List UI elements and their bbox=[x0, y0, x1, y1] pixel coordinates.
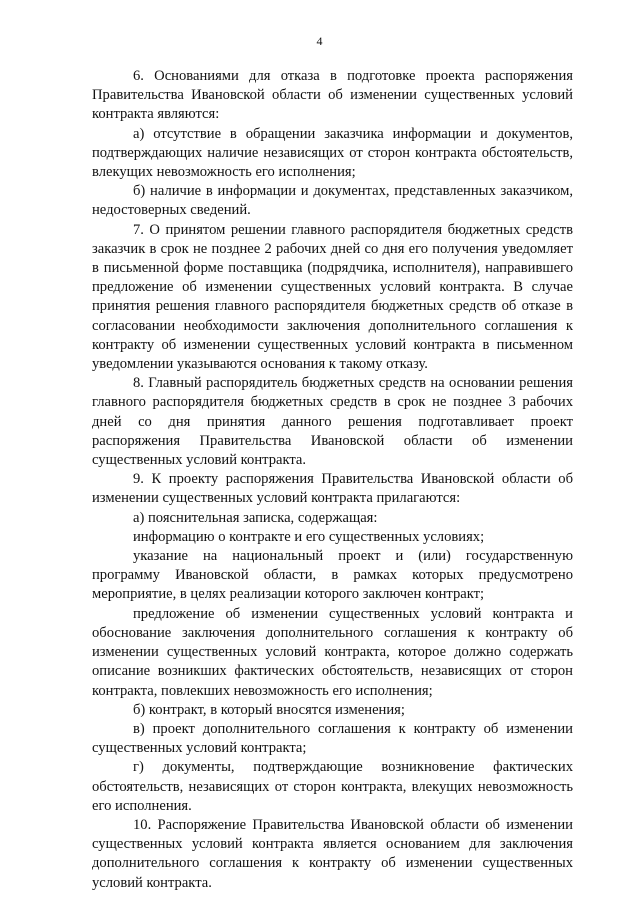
paragraph-9a-item-1: информацию о контракте и его существенных условиях; bbox=[133, 528, 485, 545]
paragraph-7: 7. О принятом решении главного распорядителя бюджетных средств заказчик в срок не позднее 2 рабочих дней со дня его получения уведомляет в письменной форме поставщика (подрядчика, исполнителя), направившего предложение об изменении существенных условий контракта. В случае принятия решения главного распорядителя бюджетных средств об отказе в согласовании необходимости заключения дополнительного соглашения к контракту об изменении существенных условий контракта в письменном уведомлении указываются основания к такому отказу. bbox=[92, 221, 573, 373]
paragraph-9d: г) документы, подтверждающие возникновение фактических обстоятельств, независящих от сторон контракта, влекущих невозможность его исполнения. bbox=[92, 759, 573, 814]
paragraph-9c: в) проект дополнительного соглашения к контракту об изменении существенных условий контракта; bbox=[92, 720, 573, 757]
page-number: 4 bbox=[316, 34, 323, 48]
paragraph-6: 6. Основаниями для отказа в подготовке проекта распоряжения Правительства Ивановской области об изменении существенных условий контракта являются: bbox=[92, 68, 573, 123]
document-body bbox=[92, 67, 573, 893]
paragraph-6b: б) наличие в информации и документах, представленных заказчиком, недостоверных сведений. bbox=[92, 183, 573, 219]
paragraph-9a-item-3: предложение об изменении существенных условий контракта и обоснование заключения дополнительного соглашения к контракту об изменении существенных условий контракта, которое должно содержать описание возникших фактических обстоятельств, независящих от сторон контракта, повлекших невозможность его исполнения; bbox=[92, 605, 573, 699]
paragraph-8: 8. Главный распорядитель бюджетных средств на основании решения главного распорядителя бюджетных средств в срок не позднее 3 рабочих дней со дня принятия данного решения подготавливает проект распоряжения Правительства Ивановской области об изменении существенных условий контракта. bbox=[92, 375, 573, 469]
paragraph-9a: а) пояснительная записка, содержащая: bbox=[133, 509, 378, 526]
paragraph-6a: а) отсутствие в обращении заказчика информации и документов, подтверждающих наличие независящих от сторон контракта обстоятельств, влекущих невозможность его исполнения; bbox=[92, 125, 573, 181]
paragraph-9a-item-2: указание на национальный проект и (или) государственную программу Ивановской области, в рамках которых предусмотрено мероприятие, в целях реализации которого заключен контракт; bbox=[92, 548, 573, 603]
paragraph-10: 10. Распоряжение Правительства Ивановской области об изменении существенных условий контракта является основанием для заключения дополнительного соглашения к контракту об изменении существенных условий контракта. bbox=[92, 816, 573, 891]
paragraph-9: 9. К проекту распоряжения Правительства Ивановской области об изменении существенных условий контракта прилагаются: bbox=[92, 471, 573, 507]
paragraph-9b: б) контракт, в который вносятся изменения; bbox=[133, 701, 405, 718]
